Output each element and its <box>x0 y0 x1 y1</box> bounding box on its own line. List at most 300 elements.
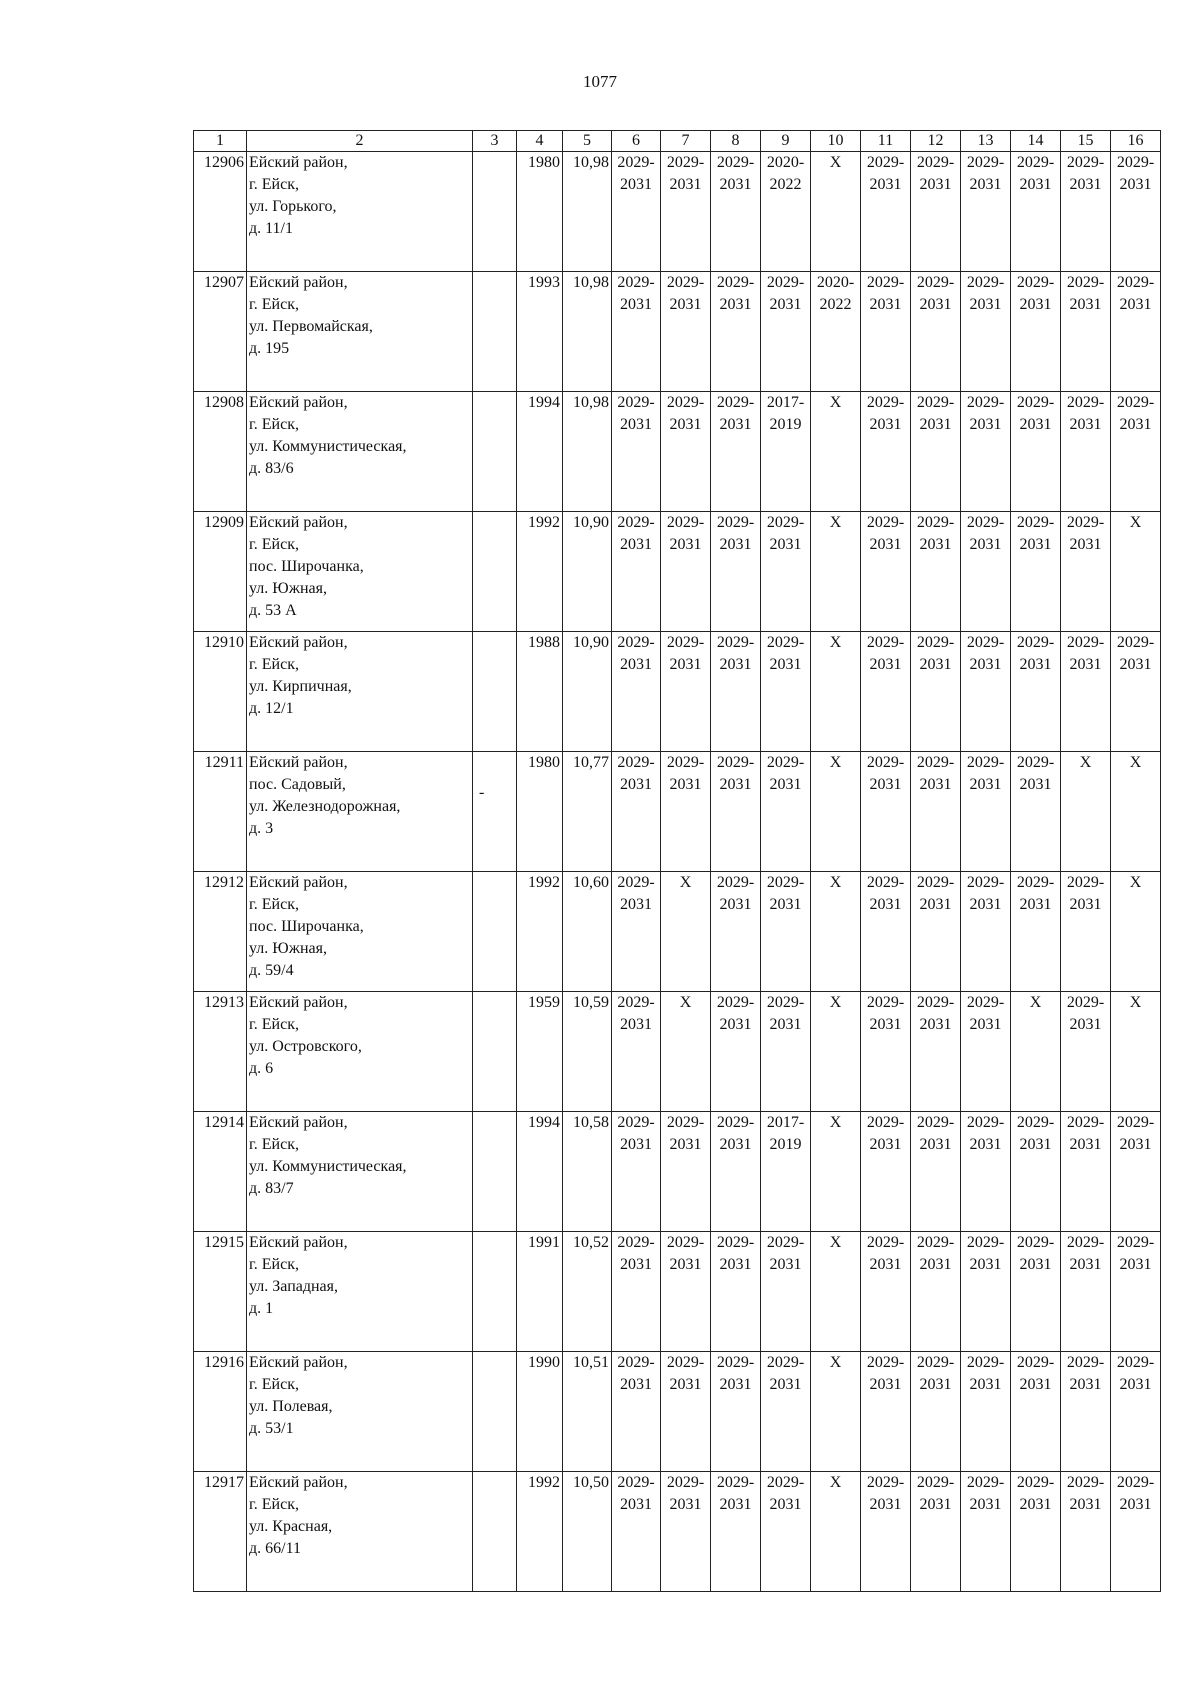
period-line: 2031 <box>919 416 952 433</box>
year-cell: 1959 <box>517 992 563 1112</box>
period-line: 2029- <box>617 994 655 1011</box>
column-header: 13 <box>961 131 1011 152</box>
period-cell <box>961 152 1011 272</box>
period-line: X <box>829 514 842 531</box>
period-cell <box>612 752 661 872</box>
address-line: д. 83/7 <box>249 1180 294 1197</box>
period-line: 2031 <box>1019 1136 1052 1153</box>
period-cell <box>1111 1112 1161 1232</box>
period-line: 2029- <box>966 754 1005 771</box>
period-cell <box>612 1232 661 1352</box>
period-line: 2031 <box>669 176 702 193</box>
table-row <box>194 992 1161 1112</box>
period-line: 2029- <box>966 994 1005 1011</box>
period-cell <box>711 512 761 632</box>
period-line: 2031 <box>669 656 702 673</box>
period-line: 2029- <box>716 394 755 411</box>
period-line: 2031 <box>620 1136 652 1153</box>
period-line: 2029- <box>666 514 705 531</box>
period-cell <box>1061 1472 1111 1592</box>
header-row <box>194 131 1161 152</box>
period-cell <box>811 1472 861 1592</box>
period-line: 2029- <box>1116 1234 1155 1251</box>
period-line: 2031 <box>1119 1376 1152 1393</box>
period-line: 2029- <box>916 514 955 531</box>
table-row <box>194 1112 1161 1232</box>
period-cell <box>1061 1232 1111 1352</box>
period-cell <box>961 992 1011 1112</box>
period-cell <box>961 1352 1011 1472</box>
period-cell <box>761 752 811 872</box>
period-line: 2029- <box>617 1114 655 1131</box>
period-line: 2029- <box>617 274 655 291</box>
period-cell <box>761 992 811 1112</box>
period-line: 2031 <box>969 1256 1002 1273</box>
period-line: 2029- <box>766 874 805 891</box>
column-3-cell <box>473 752 517 872</box>
period-line: 2029- <box>966 634 1005 651</box>
period-cell <box>811 752 861 872</box>
row-number: 12906 <box>194 152 247 272</box>
address-line: г. Ейск, <box>249 416 299 433</box>
period-cell <box>761 392 811 512</box>
address-line: г. Ейск, <box>249 296 299 313</box>
period-cell <box>811 632 861 752</box>
period-line: 2031 <box>620 1376 652 1393</box>
period-line: 2031 <box>1019 776 1052 793</box>
period-line: 2022 <box>819 296 852 313</box>
year-cell: 1994 <box>517 392 563 512</box>
period-cell <box>911 752 961 872</box>
period-cell <box>612 152 661 272</box>
period-line: 2031 <box>1119 1256 1152 1273</box>
period-line: 2031 <box>869 776 902 793</box>
period-line: X <box>679 994 692 1011</box>
period-cell <box>961 1232 1011 1352</box>
period-line: 2031 <box>669 1136 702 1153</box>
period-cell <box>1061 392 1111 512</box>
address-cell <box>247 1232 473 1352</box>
period-line: 2031 <box>1069 896 1102 913</box>
table-row <box>194 1472 1161 1592</box>
period-cell <box>661 392 711 512</box>
period-cell <box>612 992 661 1112</box>
period-line: 2031 <box>669 1256 702 1273</box>
period-cell <box>1111 992 1161 1112</box>
period-line: 2029- <box>666 1474 705 1491</box>
period-line: 2020- <box>816 274 855 291</box>
period-line: 2031 <box>919 296 952 313</box>
value-cell: 10,58 <box>563 1112 612 1232</box>
period-line: 2029- <box>866 754 905 771</box>
address-line: д. 6 <box>249 1060 274 1077</box>
row-number: 12907 <box>194 272 247 392</box>
period-line: 2029- <box>966 1474 1005 1491</box>
period-cell <box>661 152 711 272</box>
period-line: 2029- <box>666 1114 705 1131</box>
period-cell <box>1011 752 1061 872</box>
address-line: Ейский район, <box>249 634 348 651</box>
year-cell: 1992 <box>517 512 563 632</box>
period-line: 2029- <box>617 634 655 651</box>
address-line: ул. Южная, <box>249 940 327 957</box>
address-line: д. 1 <box>249 1300 274 1317</box>
period-line: X <box>1029 994 1042 1011</box>
period-line: 2029- <box>766 754 805 771</box>
period-line: X <box>1129 754 1142 771</box>
period-line: 2031 <box>919 1376 952 1393</box>
year-cell: 1988 <box>517 632 563 752</box>
period-cell <box>1011 872 1061 992</box>
period-cell <box>911 992 961 1112</box>
period-line: 2029- <box>916 1234 955 1251</box>
period-cell <box>761 1472 811 1592</box>
period-cell <box>1111 152 1161 272</box>
period-line: 2029- <box>1116 274 1155 291</box>
year-cell: 1980 <box>517 152 563 272</box>
period-line: X <box>829 994 842 1011</box>
period-line: 2031 <box>620 1496 652 1513</box>
period-cell <box>1061 152 1111 272</box>
row-number: 12917 <box>194 1472 247 1592</box>
column-3-cell <box>473 992 517 1112</box>
year-cell: 1994 <box>517 1112 563 1232</box>
address-line: ул. Островского, <box>249 1038 362 1055</box>
value-cell: 10,51 <box>563 1352 612 1472</box>
period-line: 2029- <box>916 874 955 891</box>
period-line: 2031 <box>869 416 902 433</box>
period-cell <box>612 1472 661 1592</box>
period-line: 2029- <box>766 1234 805 1251</box>
period-line: 2029- <box>716 1354 755 1371</box>
address-line: Ейский район, <box>249 1114 348 1131</box>
address-line: Ейский район, <box>249 514 348 531</box>
row-number: 12915 <box>194 1232 247 1352</box>
register-table <box>193 130 1161 1592</box>
address-line: д. 83/6 <box>249 460 294 477</box>
period-line: 2031 <box>620 176 652 193</box>
period-line: 2029- <box>866 154 905 171</box>
value-cell: 10,77 <box>563 752 612 872</box>
period-cell <box>961 392 1011 512</box>
period-line: 2017- <box>766 1114 805 1131</box>
column-header: 9 <box>761 131 811 152</box>
period-line: 2031 <box>719 656 752 673</box>
period-line: 2031 <box>1069 536 1102 553</box>
period-cell <box>761 1352 811 1472</box>
period-cell <box>911 872 961 992</box>
period-line: 2029- <box>1066 394 1105 411</box>
column-3-cell <box>473 272 517 392</box>
period-line: 2031 <box>769 536 802 553</box>
address-line: г. Ейск, <box>249 1496 299 1513</box>
period-cell <box>761 632 811 752</box>
period-line: 2029- <box>866 1474 905 1491</box>
address-line: ул. Горького, <box>249 198 337 215</box>
period-line: 2031 <box>869 536 902 553</box>
period-cell <box>661 632 711 752</box>
period-cell <box>1011 1232 1061 1352</box>
period-line: 2031 <box>969 1136 1002 1153</box>
period-cell <box>911 1352 961 1472</box>
period-line: 2019 <box>769 1136 802 1153</box>
period-line: 2031 <box>1019 296 1052 313</box>
address-line: Ейский район, <box>249 1354 348 1371</box>
period-line: 2031 <box>869 1256 902 1273</box>
period-line: 2029- <box>966 1354 1005 1371</box>
period-cell <box>1061 512 1111 632</box>
year-cell: 1980 <box>517 752 563 872</box>
period-line: 2031 <box>1069 416 1102 433</box>
table-row <box>194 872 1161 992</box>
period-line: 2031 <box>969 416 1002 433</box>
period-line: 2029- <box>916 634 955 651</box>
period-cell <box>811 1352 861 1472</box>
period-cell <box>861 752 911 872</box>
period-line: 2031 <box>1019 416 1052 433</box>
period-cell <box>861 632 911 752</box>
address-line: пос. Садовый, <box>249 776 346 793</box>
period-line: 2029- <box>1016 754 1055 771</box>
address-line: г. Ейск, <box>249 1376 299 1393</box>
address-line: ул. Южная, <box>249 580 327 597</box>
period-line: 2031 <box>869 296 902 313</box>
row-number: 12911 <box>194 752 247 872</box>
period-cell <box>711 632 761 752</box>
period-line: 2029- <box>1116 1354 1155 1371</box>
period-cell <box>811 992 861 1112</box>
period-cell <box>711 752 761 872</box>
column-header: 2 <box>247 131 473 152</box>
period-cell <box>911 1472 961 1592</box>
period-line: 2029- <box>1016 634 1055 651</box>
period-cell <box>1061 272 1111 392</box>
period-line: 2029- <box>617 874 655 891</box>
period-line: 2029- <box>617 394 655 411</box>
period-line: 2031 <box>869 1496 902 1513</box>
address-cell <box>247 752 473 872</box>
period-line: 2031 <box>969 776 1002 793</box>
address-line: д. 195 <box>249 340 290 357</box>
period-line: 2031 <box>869 1376 902 1393</box>
period-line: 2029- <box>866 274 905 291</box>
period-cell <box>1011 1352 1061 1472</box>
address-line: Ейский район, <box>249 874 348 891</box>
column-header: 11 <box>861 131 911 152</box>
period-line: 2029- <box>916 154 955 171</box>
period-line: 2029- <box>1016 1354 1055 1371</box>
period-line: 2029- <box>766 514 805 531</box>
period-line: 2031 <box>969 536 1002 553</box>
period-line: 2029- <box>1066 1354 1105 1371</box>
period-line: 2031 <box>620 1256 652 1273</box>
address-line: ул. Красная, <box>249 1518 333 1535</box>
column-header: 6 <box>612 131 661 152</box>
column-3-cell <box>473 1232 517 1352</box>
period-cell <box>612 1112 661 1232</box>
period-cell <box>961 1472 1011 1592</box>
period-line: 2031 <box>969 1016 1002 1033</box>
period-line: X <box>829 754 842 771</box>
period-cell <box>711 992 761 1112</box>
period-line: 2029- <box>966 154 1005 171</box>
period-cell <box>761 512 811 632</box>
address-line: д. 66/11 <box>249 1540 301 1557</box>
period-cell <box>1111 872 1161 992</box>
row-number: 12910 <box>194 632 247 752</box>
period-line: X <box>679 874 692 891</box>
period-line: 2031 <box>1069 296 1102 313</box>
period-cell <box>1111 392 1161 512</box>
period-line: 2031 <box>1069 1376 1102 1393</box>
column-3-cell <box>473 1472 517 1592</box>
period-cell <box>761 1112 811 1232</box>
period-line: 2029- <box>716 1114 755 1131</box>
period-line: 2031 <box>919 656 952 673</box>
period-cell <box>1061 752 1111 872</box>
address-cell <box>247 272 473 392</box>
period-cell <box>911 152 961 272</box>
period-cell <box>711 1352 761 1472</box>
period-cell <box>811 512 861 632</box>
address-line: г. Ейск, <box>249 656 299 673</box>
row-number: 12908 <box>194 392 247 512</box>
period-cell <box>1111 512 1161 632</box>
period-cell <box>612 632 661 752</box>
period-cell <box>711 152 761 272</box>
period-cell <box>861 1112 911 1232</box>
period-line: 2031 <box>769 1376 802 1393</box>
address-cell <box>247 1112 473 1232</box>
period-line: 2031 <box>719 896 752 913</box>
period-line: 2031 <box>1119 296 1152 313</box>
period-line: X <box>1129 994 1142 1011</box>
period-line: 2029- <box>1016 1114 1055 1131</box>
period-line: 2031 <box>1019 1256 1052 1273</box>
year-cell: 1990 <box>517 1352 563 1472</box>
period-line: X <box>829 1114 842 1131</box>
period-line: 2031 <box>719 776 752 793</box>
address-line: Ейский район, <box>249 994 348 1011</box>
column-header: 5 <box>563 131 612 152</box>
period-line: 2029- <box>666 1354 705 1371</box>
address-line: г. Ейск, <box>249 176 299 193</box>
address-line: д. 53/1 <box>249 1420 294 1437</box>
period-cell <box>1061 1112 1111 1232</box>
period-line: 2029- <box>1016 394 1055 411</box>
period-line: 2029- <box>766 994 805 1011</box>
period-line: 2031 <box>1119 416 1152 433</box>
period-line: 2031 <box>969 896 1002 913</box>
period-cell <box>1011 1472 1061 1592</box>
column-3-cell <box>473 152 517 272</box>
period-line: 2031 <box>969 296 1002 313</box>
period-line: 2029- <box>966 874 1005 891</box>
period-line: 2031 <box>969 1376 1002 1393</box>
period-line: 2031 <box>719 1376 752 1393</box>
period-line: 2029- <box>866 514 905 531</box>
column-3-cell <box>473 512 517 632</box>
period-line: 2031 <box>969 176 1002 193</box>
period-line: 2031 <box>869 1016 902 1033</box>
address-line: ул. Коммунистическая, <box>249 438 407 455</box>
column-3-cell <box>473 632 517 752</box>
period-cell <box>711 272 761 392</box>
period-cell <box>861 272 911 392</box>
period-cell <box>961 872 1011 992</box>
address-line: Ейский район, <box>249 154 348 171</box>
period-cell <box>911 512 961 632</box>
period-line: 2029- <box>1066 994 1105 1011</box>
period-line: 2031 <box>1069 1016 1102 1033</box>
period-line: 2022 <box>769 176 802 193</box>
period-line: 2031 <box>1119 1136 1152 1153</box>
address-line: д. 59/4 <box>249 962 294 979</box>
period-line: 2029- <box>617 1474 655 1491</box>
period-line: 2031 <box>769 1016 802 1033</box>
column-header: 4 <box>517 131 563 152</box>
period-line: 2029- <box>617 754 655 771</box>
period-line: 2029- <box>1066 274 1105 291</box>
period-cell <box>661 752 711 872</box>
period-line: 2031 <box>719 536 752 553</box>
period-cell <box>1011 392 1061 512</box>
period-cell <box>1061 632 1111 752</box>
period-line: X <box>829 1354 842 1371</box>
period-line: 2031 <box>919 1136 952 1153</box>
period-line: 2029- <box>966 1234 1005 1251</box>
year-cell: 1993 <box>517 272 563 392</box>
value-cell: 10,90 <box>563 632 612 752</box>
period-line: 2017- <box>766 394 805 411</box>
period-line: 2029- <box>866 1354 905 1371</box>
period-cell <box>711 1232 761 1352</box>
period-line: 2031 <box>719 1256 752 1273</box>
period-cell <box>711 1112 761 1232</box>
period-line: 2029- <box>766 1354 805 1371</box>
period-cell <box>1111 752 1161 872</box>
period-line: 2029- <box>916 754 955 771</box>
period-line: X <box>829 154 842 171</box>
period-line: 2029- <box>766 634 805 651</box>
period-line: 2029- <box>716 1234 755 1251</box>
period-line: 2020- <box>766 154 805 171</box>
period-line: 2029- <box>966 394 1005 411</box>
table-row <box>194 392 1161 512</box>
period-line: 2031 <box>719 1136 752 1153</box>
row-number: 12909 <box>194 512 247 632</box>
address-line: Ейский район, <box>249 394 348 411</box>
row-number: 12912 <box>194 872 247 992</box>
period-line: 2029- <box>866 394 905 411</box>
address-line: ул. Полевая, <box>249 1398 333 1415</box>
period-cell <box>811 1232 861 1352</box>
address-line: д. 12/1 <box>249 700 294 717</box>
period-cell <box>661 1232 711 1352</box>
period-line: 2031 <box>1019 656 1052 673</box>
period-cell <box>961 512 1011 632</box>
period-cell <box>1011 632 1061 752</box>
period-line: 2029- <box>1066 1234 1105 1251</box>
period-line: 2031 <box>769 1256 802 1273</box>
period-cell <box>661 1112 711 1232</box>
row-number: 12913 <box>194 992 247 1112</box>
column-header: 3 <box>473 131 517 152</box>
period-cell <box>761 872 811 992</box>
table-row <box>194 272 1161 392</box>
period-line: 2029- <box>716 634 755 651</box>
period-line: X <box>829 1474 842 1491</box>
